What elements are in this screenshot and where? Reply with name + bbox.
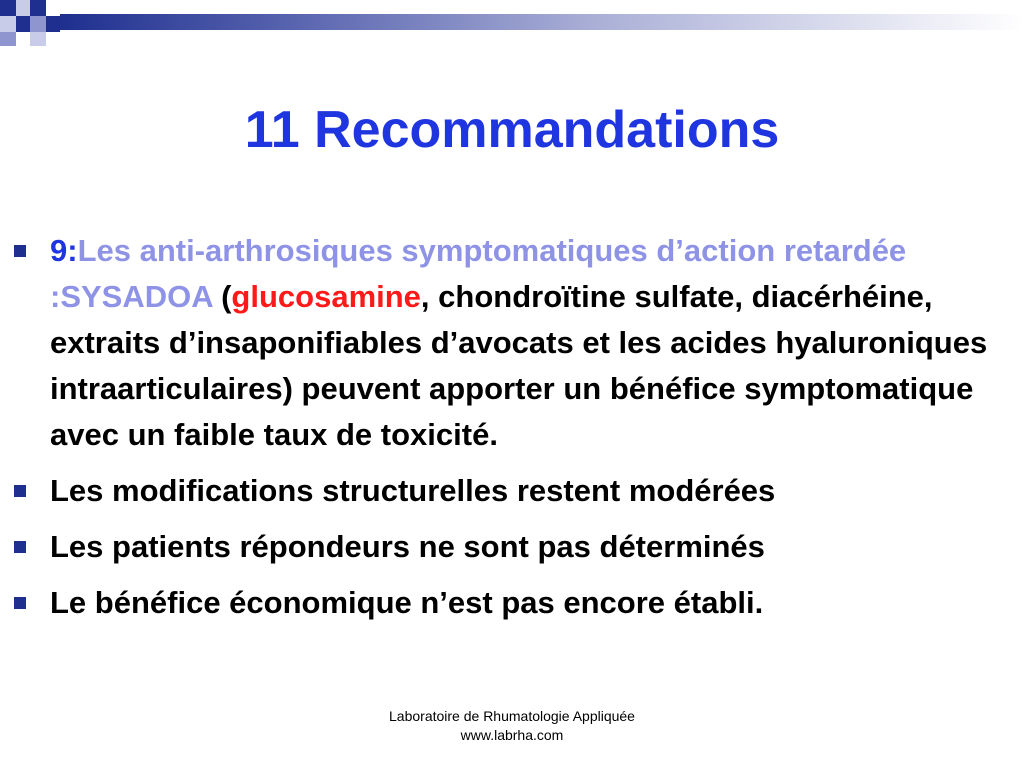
square-bullet-icon [14, 245, 26, 257]
bullet-rest-text: , chondroïtine sulfate, diacérhéine, extraits d’insaponifiables d’avocats et les acides hyaluroniques intraarticulaires) peuvent apporter un bénéfice symptomatique avec un faible taux de toxicité. [50, 279, 988, 452]
recommendation-number: 9: [50, 233, 78, 268]
bullet-text: Les patients répondeurs ne sont pas déterminés [50, 529, 765, 564]
square-bullet-icon [14, 485, 26, 497]
slide-title: 11 Recommandations [244, 101, 780, 159]
header-decoration [0, 0, 1024, 60]
highlight-glucosamine: glucosamine [231, 279, 421, 314]
bullet-item [0, 468, 1024, 514]
square-bullet-icon [14, 541, 26, 553]
footer [0, 707, 1024, 745]
open-paren: ( [212, 279, 232, 314]
highlight-sysadoa: Les anti-arthrosiques symptomatiques d’action retardée :SYSADOA [50, 233, 907, 314]
bullet-item [0, 524, 1024, 570]
bullet-text: Les modifications structurelles restent modérées [50, 473, 776, 508]
footer-lab-name: Laboratoire de Rhumatologie Appliquée [389, 708, 635, 724]
footer-website: www.labrha.com [460, 727, 564, 743]
square-bullet-icon [14, 597, 26, 609]
bullet-item [0, 580, 1024, 626]
bullet-list [0, 228, 1024, 636]
bullet-item [0, 228, 1024, 458]
header-gradient-bar [60, 14, 1024, 30]
bullet-text: Le bénéfice économique n’est pas encore établi. [50, 585, 764, 620]
